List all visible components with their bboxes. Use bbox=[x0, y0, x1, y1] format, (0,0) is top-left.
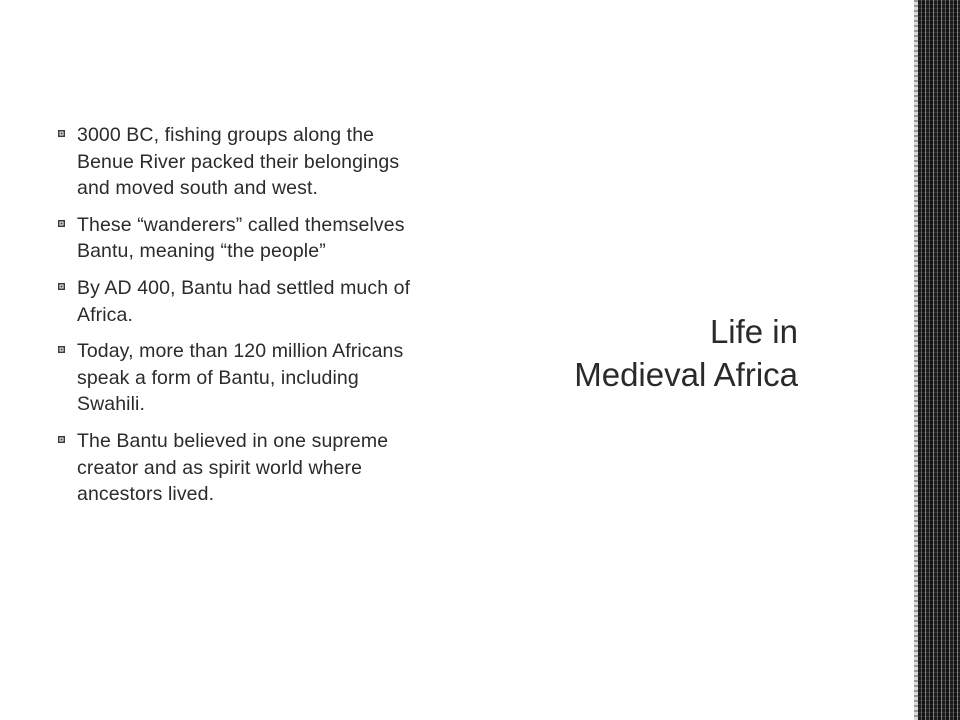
square-bullet-icon bbox=[58, 220, 65, 227]
bullet-text: 3000 BC, fishing groups along the Benue River packed their belongings and moved south and west. bbox=[77, 124, 400, 200]
bullet-item bbox=[58, 338, 428, 418]
bullet-text: By AD 400, Bantu had settled much of Africa. bbox=[77, 276, 411, 326]
bullet-text: The Bantu believed in one supreme creator and as spirit world where ancestors lived. bbox=[77, 429, 389, 506]
slide-title-line-2: Medieval Africa bbox=[574, 356, 798, 393]
decorative-edge-strip bbox=[918, 0, 960, 720]
bullet-text: These “wanderers” called themselves Bantu, meaning “the people” bbox=[77, 213, 405, 263]
bullet-item bbox=[58, 212, 428, 265]
square-bullet-icon bbox=[58, 436, 65, 443]
bullet-item bbox=[58, 122, 428, 202]
square-bullet-icon bbox=[58, 283, 65, 290]
bullet-text: Today, more than 120 million Africans speak a form of Bantu, including Swahili. bbox=[77, 340, 404, 416]
square-bullet-icon bbox=[58, 346, 65, 353]
slide-title bbox=[498, 310, 798, 396]
square-bullet-icon bbox=[58, 130, 65, 137]
bullet-item bbox=[58, 428, 428, 508]
bullet-item bbox=[58, 275, 428, 328]
slide-title-line-1: Life in bbox=[709, 313, 798, 350]
bullet-list bbox=[58, 122, 428, 518]
